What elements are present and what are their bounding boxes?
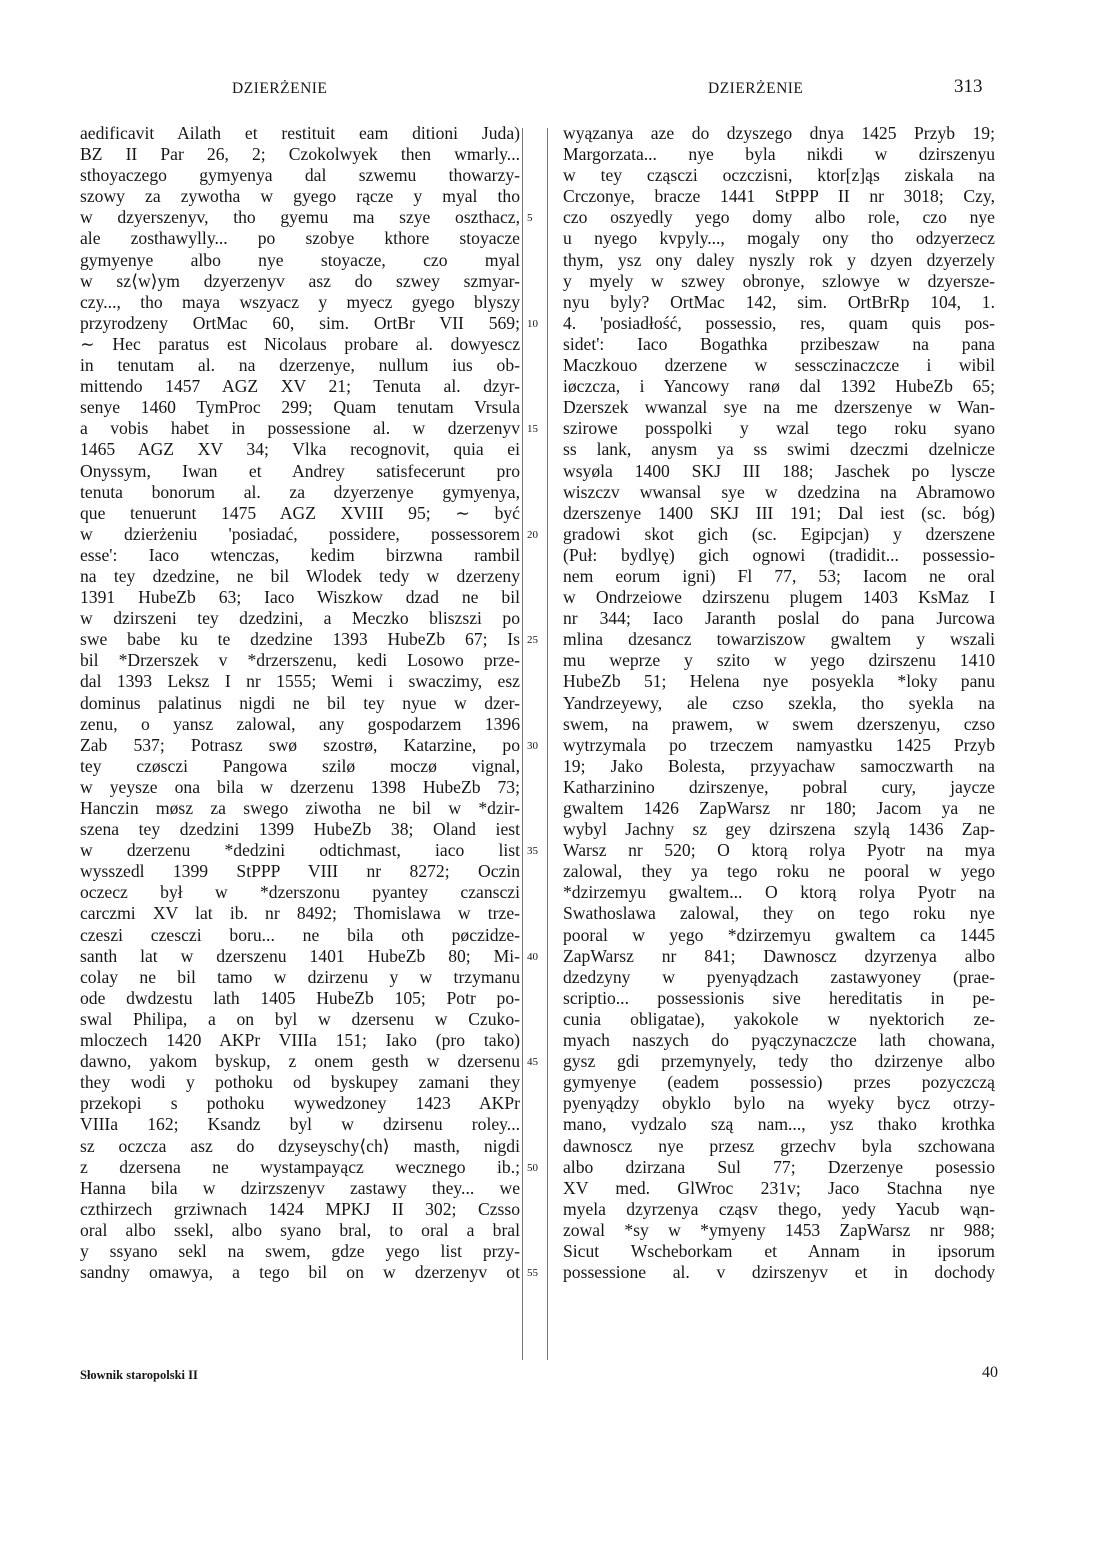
text-line: wysszedl 1399 StPPP VIII nr 8272; Oczin [80, 861, 520, 882]
text-line: Maczkouo dzerzene w sessczinaczcze i wibil [563, 355, 995, 376]
text-line: Katharzinino dzirszenye, pobral cury, jaycze [563, 776, 995, 797]
text-line: y myely w szwey obronye, szlowye w dzyersze- [563, 270, 995, 291]
text-line: aedificavit Ailath et restituit eam ditioni Juda) [80, 123, 520, 143]
text-line: dawno, yakom byskup, z onem gesth w dzersenu [80, 1051, 520, 1072]
text-line: w dzierżeniu 'posiadać, possidere, possessorem [80, 523, 520, 544]
text-line: colay ne bil tamo w dzirzenu y w trzymanu [80, 966, 520, 987]
text-line: Warsz nr 520; O ktorą rolya Pyotr na mya [563, 840, 995, 861]
line-number: 50 [527, 1161, 538, 1174]
line-number: 25 [527, 634, 538, 647]
text-line: oral albo ssekl, albo syano bral, to oral a bral [80, 1219, 520, 1240]
page-number: 313 [954, 76, 983, 97]
text-line: 1465 AGZ XV 34; Vlka recognovit, quia ei [80, 439, 520, 460]
text-line: mloczech 1420 AKPr VIIIa 151; Iako (pro tako) [80, 1030, 520, 1051]
text-line: z dzersena ne wystampayącz wecznego ib.; [80, 1156, 520, 1177]
line-number: 10 [527, 317, 538, 330]
text-line: thym, ysz ony daley nyszly rok y dzyen dzyerzely [563, 249, 995, 270]
text-line: Sicut Wscheborkam et Annam in ipsorum [563, 1240, 995, 1261]
text-line: mano, vydzalo szą nam..., ysz thako krothka [563, 1114, 995, 1135]
right-column [563, 123, 995, 1283]
line-number: 15 [527, 423, 538, 436]
text-line: XV med. GlWroc 231v; Jaco Stachna nye [563, 1177, 995, 1198]
text-line: czy..., tho maya wszyacz y myecz gyego blyszy [80, 291, 520, 312]
text-line: gymyenye (eadem possessio) przes pozyczczą [563, 1072, 995, 1093]
text-line: zenu, o yansz zalowal, any gospodarzem 1396 [80, 713, 520, 734]
text-line: czeszi czesczi boru... ne bila oth pøczidze- [80, 924, 520, 945]
text-line: swem, na prawem, w swem dzerszenyu, czso [563, 713, 995, 734]
text-line: wyązanya aze do dzyszego dnya 1425 Przyb 19; [563, 123, 995, 143]
text-line: szena tey dzedzini 1399 HubeZb 38; Oland iest [80, 819, 520, 840]
line-number: 35 [527, 845, 538, 858]
text-line: cunia obligatae), yakokole w nyektorich ze- [563, 1008, 995, 1029]
text-line: ale zosthawylly... po szobye kthore stoyacze [80, 228, 520, 249]
line-number: 55 [527, 1267, 538, 1280]
text-line: gwaltem 1426 ZapWarsz nr 180; Jacom ya ne [563, 798, 995, 818]
text-line: dawnoscz nye przesz grzechv byla szchowana [563, 1135, 995, 1156]
text-line: que tenuerunt 1475 AGZ XVIII 95; ∼ być [80, 502, 520, 523]
text-line: nr 344; Iaco Jaranth poslal do pana Jurcowa [563, 608, 995, 629]
text-line: wybyl Jachny sz gey dzirszena szylą 1436 Zap- [563, 819, 995, 840]
text-line: w dzerzenu *dedzini odtichmast, iaco list [80, 840, 520, 861]
text-line: nyu byly? OrtMac 142, sim. OrtBrRp 104, 1. [563, 291, 995, 312]
text-line: gysz gdi przemynyely, tedy tho dzirzenye albo [563, 1051, 995, 1072]
column-rule-right [547, 128, 548, 1360]
text-line: 1391 HubeZb 63; Iaco Wiszkow dzad ne bil [80, 587, 520, 608]
text-line: they wodi y pothoku od byskupey zamani they [80, 1072, 520, 1093]
text-line: tey czøsczi Pangowa szilø moczø vignal, [80, 755, 520, 776]
text-line: (Puł: bydlyę) gich ognowi (tradidit... possessio- [563, 544, 995, 565]
text-line: ode dwdzestu lath 1405 HubeZb 105; Potr po- [80, 987, 520, 1008]
text-line: u nyego kvpyly..., mogaly ony tho odzyerzecz [563, 228, 995, 249]
text-line: ss lank, anysm ya ss swimi dzeczmi dzelnicze [563, 439, 995, 460]
text-line: gradowi skot gich (sc. Egipcjan) y dzerszene [563, 523, 995, 544]
text-line: Hanczin møsz za swego ziwotha ne bil w *dzir- [80, 798, 520, 818]
text-line: a vobis habet in possessione al. w dzerzenyv [80, 418, 520, 439]
text-line: czo oszyedly yego domy albo role, czo nye [563, 207, 995, 228]
text-line: VIIIa 162; Ksandz byl w dzirsenu roley... [80, 1114, 520, 1135]
text-line: Zab 537; Potrasz swø szostrø, Katarzine, po [80, 734, 520, 755]
text-line: possessione al. v dzirszenyv et in dochody [563, 1262, 995, 1283]
text-line: w dzirszeni tey dzedzini, a Meczko bliszszi po [80, 608, 520, 629]
left-column [80, 123, 520, 1283]
text-line: sthoyaczego gymyenya dal szwemu thowarzy- [80, 165, 520, 186]
text-line: iøczcza, i Yancowy ranø dal 1392 HubeZb 65; [563, 376, 995, 397]
footer-title: Słownik staropolski II [80, 1368, 198, 1382]
text-line: y ssyano sekl na swem, gdze yego list przy- [80, 1240, 520, 1261]
text-line: dominus palatinus nigdi ne bil tey nyue w dzer- [80, 692, 520, 713]
text-line: nem eorum igni) Fl 77, 53; Iacom ne oral [563, 565, 995, 586]
text-line: bil *Drzerszek v *drzerszenu, kedi Losowo prze- [80, 650, 520, 671]
text-line: dzedzyny w pyenyądzach zastawyoney (prae- [563, 966, 995, 987]
text-line: przekopi s pothoku wywedzoney 1423 AKPr [80, 1093, 520, 1114]
line-number: 40 [527, 950, 538, 963]
text-line: w tey cząsczi oczczisni, ktor[z]ąs ziskala na [563, 165, 995, 186]
text-line: albo dzirzana Sul 77; Dzerzenye posessio [563, 1156, 995, 1177]
text-line: Swathoslawa zalowal, they on tego roku nye [563, 903, 995, 924]
text-line: szowy za zywotha w gyego rącze y myal tho [80, 186, 520, 207]
text-line: Hanna bila w dzirzszenyv zastawy they... we [80, 1177, 520, 1198]
text-line: pyenyądzy obyklo bylo na wyeky bycz otrzy- [563, 1093, 995, 1114]
running-head-right: DZIERŻENIE [708, 80, 804, 97]
text-line: Dzerszek wwanzal sye na me dzerszenye w Wan- [563, 397, 995, 418]
text-line: carczmi XV lat ib. nr 8492; Thomislawa w trze- [80, 903, 520, 924]
text-line: w Ondrzeiowe dzirszenu plugem 1403 KsMaz I [563, 587, 995, 608]
text-line: HubeZb 51; Helena nye posyekla *loky panu [563, 671, 995, 692]
text-line: przyrodzeny OrtMac 60, sim. OrtBr VII 569; [80, 312, 520, 333]
text-line: *dzirzemyu gwaltem... O ktorą rolya Pyotr na [563, 882, 995, 903]
line-number: 45 [527, 1056, 538, 1069]
text-line: 4. 'posiadłość, possessio, res, quam quis pos- [563, 312, 995, 333]
text-line: swe babe ku te dzedzine 1393 HubeZb 67; Is [80, 629, 520, 650]
text-line: santh lat w dzerszenu 1401 HubeZb 80; Mi- [80, 945, 520, 966]
text-line: myach naszych do pyączynaczcze lath chowana, [563, 1030, 995, 1051]
text-line: Yandrzeyewy, ale czso szekla, tho syekla na [563, 692, 995, 713]
text-line: gymyenye albo nye stoyacze, czo myal [80, 249, 520, 270]
text-line: wsyøla 1400 SKJ III 188; Jaschek po lyscze [563, 460, 995, 481]
text-line: swal Philipa, a on byl w dzersenu w Czuko- [80, 1008, 520, 1029]
text-line: ∼ Hec paratus est Nicolaus probare al. dowyescz [80, 333, 520, 354]
text-line: myela dzyrzenya cząsv thego, yedy Yacub wąn- [563, 1198, 995, 1219]
text-line: mu weprze y szito w yego dzirszenu 1410 [563, 650, 995, 671]
text-line: Crczonye, bracze 1441 StPPP II nr 3018; Czy, [563, 186, 995, 207]
text-line: dzerszenye 1400 SKJ III 191; Dal iest (sc. bóg) [563, 502, 995, 523]
text-line: ZapWarsz nr 841; Dawnoscz dzyrzenya albo [563, 945, 995, 966]
text-line: czthirzech grziwnach 1424 MPKJ II 302; Czsso [80, 1198, 520, 1219]
text-line: sidet': Iaco Bogathka przibeszaw na pana [563, 333, 995, 354]
text-line: esse': Iaco wtenczas, kedim birzwna rambil [80, 544, 520, 565]
text-line: sz oczcza asz do dzyseyschy⟨ch⟩ masth, nigdi [80, 1135, 520, 1156]
running-head-left: DZIERŻENIE [232, 80, 328, 97]
text-line: Onyssym, Iwan et Andrey satisfecerunt pro [80, 460, 520, 481]
line-number: 30 [527, 739, 538, 752]
text-line: oczecz był w *dzerszonu pyantey czansczi [80, 882, 520, 903]
text-line: tenuta bonorum al. za dzyerzenye gymyenya, [80, 481, 520, 502]
text-line: wytrzymala po trzeczem namyastku 1425 Przyb [563, 734, 995, 755]
text-line: sandny omawya, a tego bil on w dzerzenyv ot [80, 1262, 520, 1283]
text-line: zowal *sy w *ymyeny 1453 ZapWarsz nr 988; [563, 1219, 995, 1240]
text-line: na tey dzedzine, ne bil Wlodek tedy w dzerzeny [80, 565, 520, 586]
text-line: wiszczv wwansal sye w dzedzina na Abramowo [563, 481, 995, 502]
column-rule-left [522, 128, 523, 1360]
text-line: 19; Jako Bolesta, przyyachaw samoczwarth na [563, 755, 995, 776]
line-number: 20 [527, 528, 538, 541]
text-line: w sz⟨w⟩ym dzyerzenyv asz do szwey szmyar- [80, 270, 520, 291]
text-line: mlina dzesancz towarziszow gwaltem y wszali [563, 629, 995, 650]
text-line: w yeysze ona bila w dzerzenu 1398 HubeZb 73; [80, 776, 520, 797]
text-line: in tenutam al. na dzerzenye, nullum ius ob- [80, 355, 520, 376]
text-line: dal 1393 Leksz I nr 1555; Wemi i swaczimy, esz [80, 671, 520, 692]
text-line: senye 1460 TymProc 299; Quam tenutam Vrsula [80, 397, 520, 418]
text-line: pooral w yego *dzirzemyu gwaltem ca 1445 [563, 924, 995, 945]
line-number: 5 [527, 212, 533, 225]
text-line: scriptio... possessionis sive hereditatis in pe- [563, 987, 995, 1008]
text-line: mittendo 1457 AGZ XV 21; Tenuta al. dzyr- [80, 376, 520, 397]
text-line: szirowe posspolki y wzal tego roku syano [563, 418, 995, 439]
text-line: zalowal, they ya tego roku ne pooral w yego [563, 861, 995, 882]
text-line: w dzyerszenyv, tho gyemu ma szye oszthacz, [80, 207, 520, 228]
text-line: BZ II Par 26, 2; Czokolwyek then wmarly... [80, 144, 520, 165]
text-line: Margorzata... nye byla nikdi w dzirszenyu [563, 144, 995, 165]
footer-signature: 40 [982, 1364, 998, 1381]
